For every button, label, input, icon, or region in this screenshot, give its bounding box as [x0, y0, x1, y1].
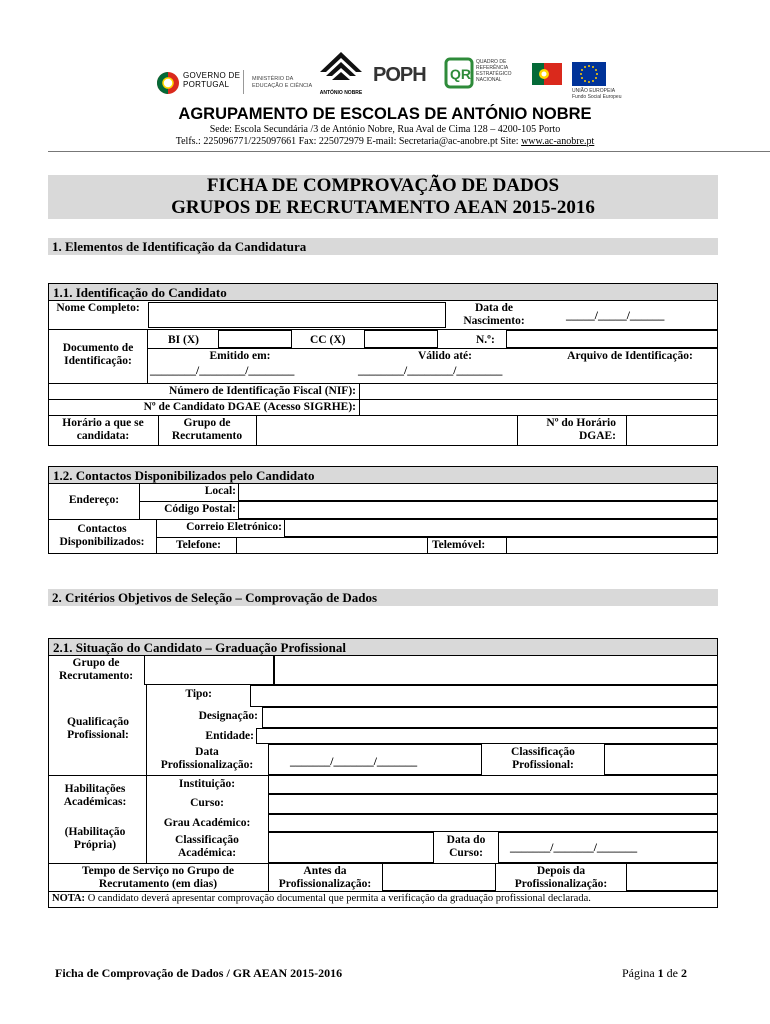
label-designacao: Designação: — [198, 710, 258, 722]
grupo-input-a[interactable] — [144, 655, 274, 685]
label-emitido: Emitido em: — [209, 350, 271, 362]
school-contacts — [0, 136, 770, 147]
numero-doc-input[interactable] — [506, 330, 718, 348]
cc-checkbox[interactable] — [364, 330, 438, 348]
logo-ministry: MINISTÉRIO DA EDUCAÇÃO E CIÊNCIA — [252, 76, 313, 89]
label-depois: Depois da Profissionalização: — [514, 865, 608, 890]
label-nome: Nome Completo: — [56, 302, 140, 314]
label-telemovel: Telemóvel: — [432, 539, 486, 551]
grupo-recrutamento-input[interactable] — [256, 415, 518, 446]
label-local: Local: — [204, 485, 236, 497]
label-grupo: Grupo de Recrutamento — [171, 417, 243, 442]
valido-date-field[interactable]: ________/________/________ — [358, 365, 503, 377]
section-2-1-heading: 2.1. Situação do Candidato – Graduação Profissional — [49, 639, 717, 656]
label-grau: Grau Académico: — [163, 817, 251, 829]
label-data-nascimento: Data de Nascimento: — [463, 302, 525, 327]
page-current: 1 — [657, 966, 664, 980]
label-grupo-recrutamento: Grupo de Recrutamento: — [58, 657, 134, 682]
label-cc: CC (X) — [310, 334, 346, 346]
label-email: Correio Eletrónico: — [186, 521, 282, 533]
section-1-1-heading: 1.1. Identificação do Candidato — [49, 284, 717, 301]
antes-input[interactable] — [382, 863, 496, 891]
class-prof-input[interactable] — [604, 744, 718, 775]
codigo-postal-input[interactable] — [238, 501, 718, 519]
label-horario: Horário a que se candidata: — [62, 417, 144, 442]
poph-text: POPH — [373, 64, 426, 86]
gov-emblem-icon — [155, 68, 181, 96]
title-line-1: FICHA DE COMPROVAÇÃO DE DADOS — [206, 175, 560, 196]
label-codigo-postal: Código Postal: — [164, 503, 236, 515]
label-bi: BI (X) — [168, 334, 199, 346]
entidade-input[interactable] — [256, 728, 718, 744]
qren-text: QUADRO DE REFERÊNCIA ESTRATÉGICO NACIONAL — [476, 59, 512, 83]
section-2-heading: 2. Critérios Objetivos de Seleção – Comprovação de Dados — [48, 589, 718, 606]
logo-eu — [572, 62, 622, 102]
page-total: 2 — [681, 966, 687, 980]
email-input[interactable] — [284, 519, 718, 537]
label-telefone: Telefone: — [176, 539, 221, 551]
svg-text:QR: QR — [450, 66, 471, 82]
label-instituicao: Instituição: — [178, 778, 236, 790]
telefone-input[interactable] — [236, 537, 428, 554]
label-tempo-servico: Tempo de Serviço no Grupo de Recrutamento (em dias) — [82, 865, 234, 890]
local-input[interactable] — [238, 483, 718, 501]
logo-governo — [155, 68, 245, 98]
tipo-input[interactable] — [250, 685, 718, 707]
data-prof-date: _______/_______/_______ — [290, 756, 418, 768]
label-nif: Número de Identificação Fiscal (NIF): — [169, 385, 356, 397]
dgae-input[interactable] — [359, 399, 718, 416]
title-line-2: GRUPOS DE RECRUTAMENTO AEAN 2015-2016 — [171, 197, 595, 218]
nota-label: NOTA: — [52, 893, 86, 904]
depois-input[interactable] — [626, 863, 718, 891]
designacao-input[interactable] — [262, 707, 718, 728]
eu-text: UNIÃO EUROPEIA Fundo Social Europeu — [572, 88, 622, 100]
school-site-link[interactable]: www.ac-anobre.pt — [521, 136, 595, 147]
label-habilitacoes: Habilitações Académicas: — [63, 783, 127, 808]
data-curso-date: _______/_______/_______ — [510, 842, 638, 854]
label-dgae: Nº de Candidato DGAE (Acesso SIGRHE): — [143, 401, 356, 413]
label-n-horario: Nº do Horário DGAE: — [546, 417, 616, 442]
nome-input[interactable] — [148, 302, 446, 328]
label-endereco: Endereço: — [68, 494, 120, 506]
page-label: Página — [622, 966, 658, 980]
label-data-prof: Data Profissionalização: — [160, 746, 254, 771]
nota-text: O candidato deverá apresentar comprovação documental que permita a verificação da graduação profissional declarada. — [85, 893, 591, 904]
label-arquivo: Arquivo de Identificação: — [567, 350, 693, 362]
gov-logo-text: GOVERNO DE PORTUGAL — [183, 71, 241, 89]
label-qualificacao: Qualificação Profissional: — [67, 716, 129, 741]
label-tipo: Tipo: — [185, 688, 212, 700]
data-nascimento-field[interactable]: _____/_____/______ — [566, 310, 665, 322]
logo-antonio-nobre — [318, 50, 364, 102]
label-class-prof: Classificação Profissional: — [511, 746, 575, 771]
label-habilitacao-propria: (Habilitação Própria) — [64, 826, 126, 851]
logo-poph — [373, 62, 437, 92]
contacts-text: Telfs.: 225096771/225097661 Fax: 225072979 E-mail: Secretaria@ac-anobre.pt Site: — [175, 136, 522, 147]
label-class-acad: Classificação Académica: — [175, 834, 239, 859]
section-1-2-heading: 1.2. Contactos Disponibilizados pelo Candidato — [49, 467, 717, 484]
grupo-input-b[interactable] — [274, 655, 718, 685]
grau-input[interactable] — [268, 814, 718, 832]
bi-checkbox[interactable] — [218, 330, 292, 348]
n-horario-input[interactable] — [626, 415, 718, 446]
school-logo-text: ANTÓNIO NOBRE — [319, 90, 363, 96]
section-1-heading: 1. Elementos de Identificação da Candidatura — [48, 238, 718, 255]
school-address: Sede: Escola Secundária /3 de António Nobre, Rua Aval de Cima 128 – 4200-105 Porto — [209, 124, 561, 135]
class-acad-input[interactable] — [268, 832, 434, 863]
logo-qren — [444, 57, 524, 91]
nif-input[interactable] — [359, 383, 718, 400]
emitido-date-field[interactable]: ________/________/________ — [150, 365, 295, 377]
label-contactos: Contactos Disponibilizados: — [59, 523, 145, 548]
qren-icon — [444, 57, 474, 89]
label-valido: Válido até: — [418, 350, 472, 362]
footer-title: Ficha de Comprovação de Dados / GR AEAN 2015-2016 — [55, 966, 343, 980]
portugal-flag-icon — [532, 63, 562, 85]
form-title — [48, 175, 718, 219]
page-number — [622, 966, 687, 981]
label-entidade: Entidade: — [205, 730, 254, 742]
school-name: AGRUPAMENTO DE ESCOLAS DE ANTÓNIO NOBRE — [178, 105, 592, 123]
page-of: de — [663, 966, 681, 980]
label-documento: Documento de Identificação: — [62, 342, 134, 367]
school-emblem-icon — [318, 50, 364, 90]
curso-input[interactable] — [268, 794, 718, 814]
nota — [52, 893, 591, 904]
label-curso: Curso: — [190, 797, 224, 809]
eu-flag-icon — [572, 62, 606, 86]
telemovel-input[interactable] — [506, 537, 718, 554]
label-data-curso: Data do Curso: — [446, 834, 486, 859]
instituicao-input[interactable] — [268, 775, 718, 794]
label-numero: N.º: — [476, 334, 495, 346]
label-antes: Antes da Profissionalização: — [278, 865, 372, 890]
